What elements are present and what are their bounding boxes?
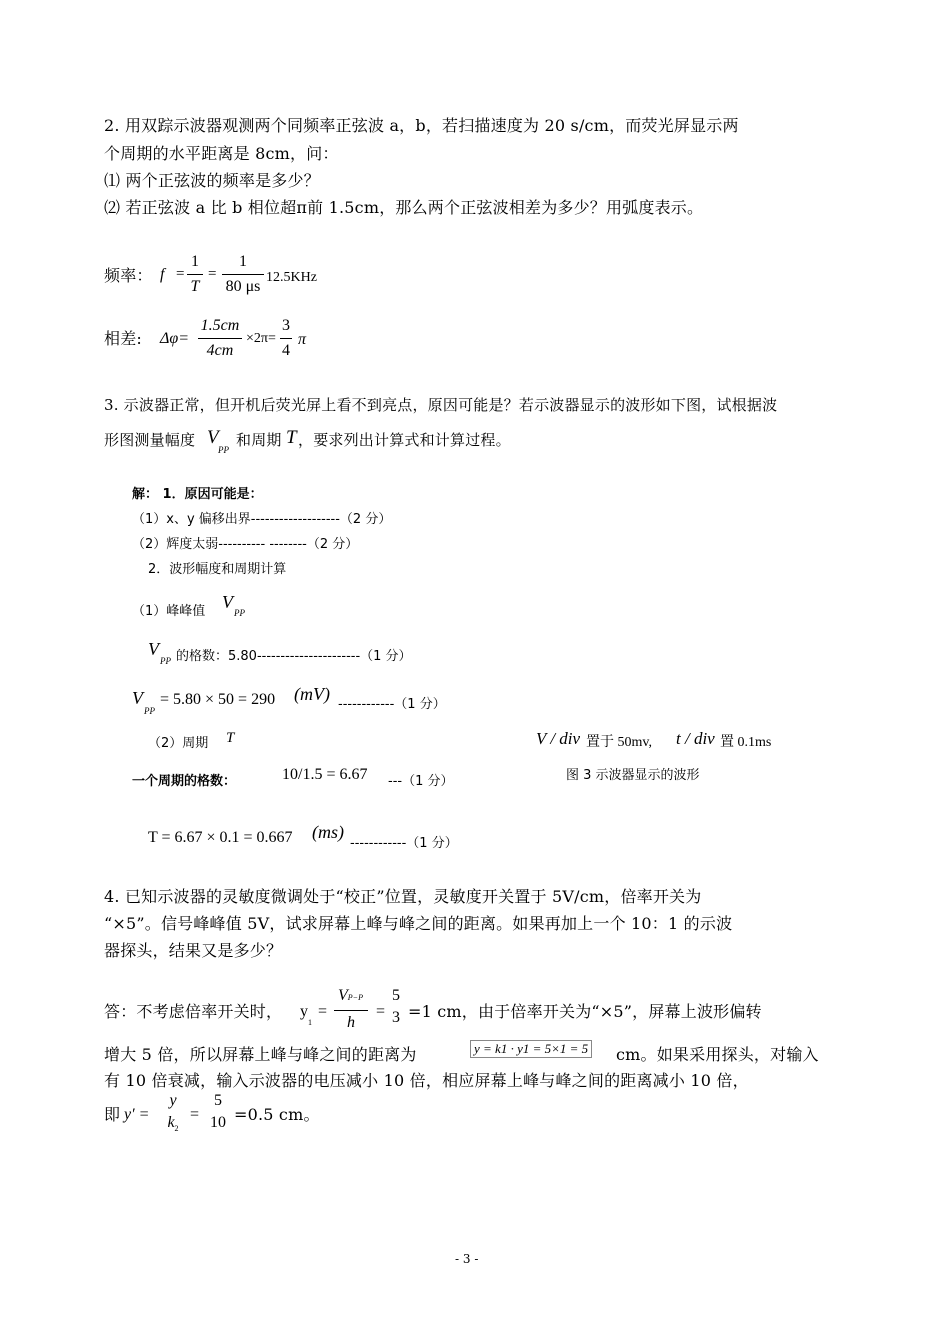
- q4-line7-fraction-1: [164, 1091, 182, 1139]
- q3-line2c: ，要求列出计算式和计算过程。: [298, 431, 511, 449]
- q4-answer-a: 答：不考虑倍率开关时，: [104, 1002, 283, 1021]
- q4-answer-num: V: [338, 987, 348, 1004]
- q4-line7-num-2: 5: [214, 1092, 222, 1109]
- q4-line1: 4. 已知示波器的灵敏度微调处于“校正”位置，灵敏度开关置于 5V/cm，倍率开关为: [104, 887, 702, 906]
- q4-line3: 器探头，结果又是多少？: [104, 941, 283, 960]
- q4-line5-formula-box: y = k1 · y1 = 5×1 = 5: [470, 1040, 592, 1058]
- q4-answer-eq: =: [318, 1003, 328, 1020]
- sol-head: 解： 1．原因可能是：: [132, 487, 263, 502]
- phase-num-2: 3: [282, 317, 290, 334]
- q4-line7-den-sub: 2: [174, 1124, 179, 1134]
- freq-eq-2: =: [208, 266, 217, 282]
- fig-setting-vdiv: V / div: [536, 729, 581, 748]
- q2-sub2: ⑵ 若正弦波 a 比 b 相位超π前 1.5cm，那么两个正弦波相差为多少？用弧度表示。: [104, 198, 704, 217]
- sol-8b: 10/1.5 = 6.67: [282, 766, 368, 783]
- sol-9-unit: (ms): [312, 822, 344, 842]
- sol-5-pp: PP: [160, 656, 171, 666]
- q4-line7-fraction-2: [206, 1091, 230, 1133]
- sol-4-pp: PP: [234, 608, 245, 618]
- q4-answer-fraction-1: [334, 986, 368, 1033]
- freq-den-2: 80 μs: [225, 278, 261, 295]
- page-number: - 3 -: [455, 1252, 479, 1266]
- freq-eq: =: [176, 266, 185, 282]
- sol-2: （2）辉度太弱---------- --------（2 分）: [132, 537, 359, 552]
- sol-3: 2．波形幅度和周期计算: [148, 562, 287, 577]
- sol-9a: T = 6.67 × 0.1 = 0.667: [148, 829, 293, 846]
- freq-label: 频率：: [104, 266, 153, 285]
- freq-den-1: T: [190, 278, 200, 295]
- q4-line7-num: y: [169, 1092, 177, 1109]
- freq-fraction-2: [222, 252, 264, 297]
- q4-line7-den-2: 10: [210, 1114, 226, 1131]
- q4-answer-eq-2: =: [376, 1003, 386, 1020]
- fig-setting-tdiv: t / div: [676, 729, 715, 748]
- q4-line5a: 增大 5 倍，所以屏幕上峰与峰之间的距离为: [104, 1045, 417, 1064]
- sol-7-t: T: [226, 730, 235, 746]
- q3-line1: 3. 示波器正常，但开机后荧光屏上看不到亮点，原因可能是？若示波器显示的波形如下图，试根据波: [104, 396, 778, 414]
- freq-num-2: 1: [239, 253, 247, 270]
- q4-line7b: =0.5 cm。: [234, 1105, 320, 1124]
- q4-answer-b: =1 cm，由于倍率开关为“×5”，屏幕上波形偏转: [408, 1002, 762, 1021]
- sol-6c: ------------（1 分）: [338, 697, 446, 712]
- freq-fraction-1: [187, 252, 203, 297]
- q2-line2: 个周期的水平距离是 8cm，问：: [104, 144, 339, 163]
- phase-mid: ×2π=: [246, 331, 276, 346]
- q4-line6: 有 10 倍衰减，输入示波器的电压减小 10 倍，相应屏幕上峰与峰之间的距离减小 10 倍，: [104, 1071, 749, 1090]
- sol-6-unit: (mV): [294, 684, 330, 704]
- q4-line2: “×5”。信号峰峰值 5V，试求屏幕上峰与峰之间的距离。如果再加上一个 10：1 的示波: [104, 914, 733, 933]
- sol-4a: （1）峰峰值: [132, 604, 206, 619]
- q4-answer-num-sub: P−P: [347, 993, 363, 1002]
- sol-8c: ---（1 分）: [388, 774, 454, 789]
- phase-den: 4cm: [206, 342, 234, 359]
- q4-answer-y: y: [300, 1003, 308, 1020]
- fig-caption: 图 3 示波器显示的波形: [566, 768, 700, 783]
- fig-setting-vdiv-value: 置于 50mv,: [586, 735, 652, 750]
- freq-symbol: f: [160, 266, 165, 283]
- q2-sub1: ⑴ 两个正弦波的频率是多少？: [104, 171, 320, 190]
- freq-result: 12.5KHz: [266, 270, 317, 285]
- q4-answer-den-2: 3: [392, 1009, 400, 1026]
- q4-line7-eq: =: [190, 1106, 200, 1123]
- q4-answer-den: h: [347, 1014, 355, 1031]
- phase-num: 1.5cm: [200, 317, 240, 334]
- sol-8a: 一个周期的格数：: [132, 774, 237, 789]
- phase-fraction-2: [280, 316, 292, 361]
- q3-line2a: 形图测量幅度: [104, 431, 196, 449]
- q3-line2-pp: PP: [218, 445, 229, 455]
- phase-fraction-1: [198, 316, 242, 361]
- sol-6-pp: PP: [144, 706, 155, 716]
- sol-4-v: V: [222, 592, 233, 612]
- q4-answer-fraction-2: [390, 986, 402, 1028]
- sol-5-v: V: [148, 639, 159, 659]
- q4-line7a: 即: [104, 1105, 121, 1124]
- phase-label: 相差:: [104, 329, 142, 348]
- q4-line7-den: k: [167, 1114, 175, 1131]
- q3-line2-t: T: [286, 427, 297, 448]
- q4-answer-num-2: 5: [392, 987, 400, 1004]
- sol-7: （2）周期: [148, 736, 209, 751]
- q3-line2b: 和周期: [236, 431, 282, 449]
- sol-6-v: V: [132, 688, 143, 708]
- freq-num-1: 1: [191, 253, 199, 270]
- phase-symbol: Δφ=: [160, 330, 190, 347]
- sol-6b: = 5.80 × 50 = 290: [160, 691, 276, 708]
- q3-line2-v: V: [207, 427, 219, 448]
- phase-pi: π: [298, 331, 307, 348]
- sol-9c: ------------（1 分）: [350, 836, 458, 851]
- q4-line5b: cm。如果采用探头，对输入: [616, 1045, 819, 1064]
- q2-line1: 2. 用双踪示波器观测两个同频率正弦波 a，b，若扫描速度为 20 s/cm，而荧光屏显示两: [104, 116, 739, 135]
- q4-answer-y-sub: 1: [308, 1018, 312, 1027]
- sol-5b: 的格数：5.80----------------------（1 分）: [176, 649, 412, 664]
- phase-den-2: 4: [282, 342, 290, 359]
- q4-line7-y: y′ =: [124, 1106, 150, 1123]
- sol-1: （1）x、y 偏移出界-------------------（2 分）: [132, 512, 392, 527]
- fig-setting-tdiv-value: 置 0.1ms: [720, 735, 772, 750]
